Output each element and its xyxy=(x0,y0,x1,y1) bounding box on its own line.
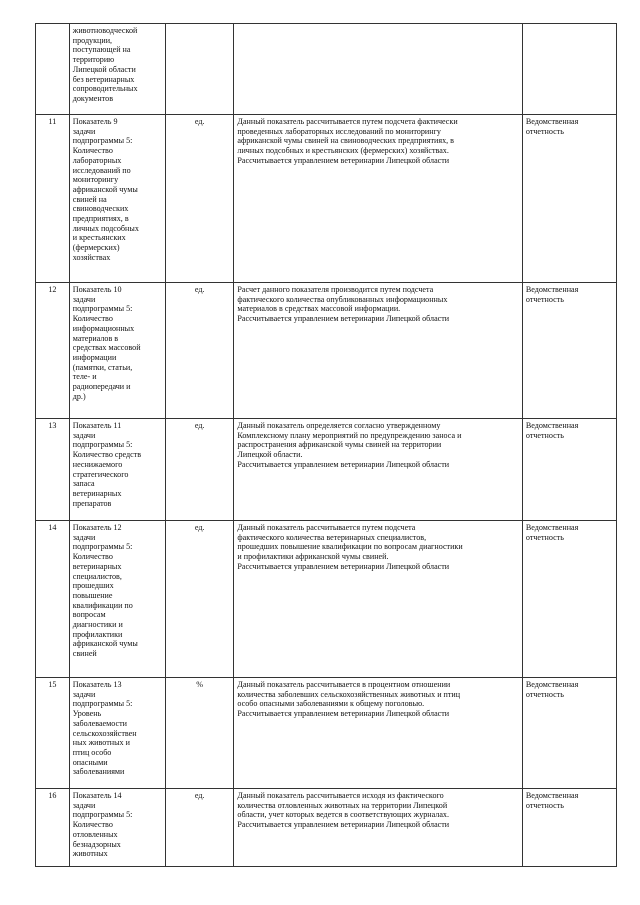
description-line: проведенных лабораторных исследований по мониторингу xyxy=(237,126,441,136)
indicator-name-line: подпрограммы 5: xyxy=(72,304,133,314)
indicator-name-line: Показатель 13 xyxy=(72,680,122,689)
indicator-name-line: радиопередачи и xyxy=(72,382,131,392)
indicator-name-line: квалификации по xyxy=(72,600,133,610)
description-line: распространения африканской чумы свиней на территории xyxy=(237,440,442,450)
indicator-name-line: средствах массовой xyxy=(72,343,141,353)
indicator-name-line: подпрограммы 5: xyxy=(72,542,133,552)
indicator-name-line: (фермерских) xyxy=(72,243,120,253)
indicator-name-line: Количество xyxy=(72,146,113,156)
unit-value: ед. xyxy=(194,791,205,800)
indicator-name-line: Количество xyxy=(72,552,113,562)
indicator-name-line: ных животных и xyxy=(72,738,130,748)
indicator-name-line: материалов в xyxy=(72,333,119,343)
row-number: 14 xyxy=(48,523,57,532)
description-line: Данный показатель рассчитывается в процентном отношении xyxy=(237,680,451,689)
indicator-name-line: (памятки, статьи, xyxy=(72,362,133,372)
source-line: Ведомственная xyxy=(525,421,579,430)
row-number: 12 xyxy=(48,285,57,294)
unit-value: ед. xyxy=(194,117,205,126)
description-line: количества заболевших сельскохозяйственных животных и птиц xyxy=(237,689,461,699)
source-line: отчетность xyxy=(525,532,564,542)
description-line: Комплексному плану мероприятий по предупреждению заноса и xyxy=(237,430,462,440)
indicator-name-line: Количество xyxy=(72,820,113,830)
source-cell xyxy=(522,115,616,283)
indicator-name-line: сельскохозяйствен xyxy=(72,728,137,738)
description-line: материалов в средствах массовой информации. xyxy=(237,304,401,314)
source-line: отчетность xyxy=(525,430,564,440)
table-row xyxy=(36,283,617,419)
row-number-cell xyxy=(36,24,70,115)
description-line: количества отловленных животных на территории Липецкой xyxy=(237,800,448,810)
indicator-name-line: продукции, xyxy=(72,35,113,45)
indicator-name-line: африканской чумы xyxy=(72,639,138,649)
source-line: Ведомственная xyxy=(525,680,579,689)
indicator-name-line: мониторингу xyxy=(72,175,119,185)
indicator-name-line: подпрограммы 5: xyxy=(72,810,133,820)
table-row xyxy=(36,419,617,521)
description-line: Рассчитывается управлением ветеринарии Липецкой области xyxy=(237,155,450,165)
indicator-name-cell xyxy=(69,419,165,521)
source-line: отчетность xyxy=(525,800,564,810)
unit-cell xyxy=(165,521,234,678)
indicator-name-line: Показатель 10 xyxy=(72,285,122,294)
indicator-name-cell xyxy=(69,283,165,419)
description-cell xyxy=(234,789,522,867)
description-line: Липецкой области. xyxy=(237,450,303,460)
description-cell xyxy=(234,24,522,115)
source-line: отчетность xyxy=(525,126,564,136)
indicator-name-line: диагностики и xyxy=(72,620,123,630)
indicator-name-line: ветеринарных xyxy=(72,488,122,498)
source-line: Ведомственная xyxy=(525,523,579,532)
source-line: отчетность xyxy=(525,294,564,304)
indicator-name-line: безнадзорных xyxy=(72,839,121,849)
indicator-name-line: информационных xyxy=(72,323,135,333)
indicator-name-cell xyxy=(69,24,165,115)
row-number: 11 xyxy=(48,117,57,126)
unit-value: % xyxy=(196,680,204,689)
description-cell xyxy=(234,115,522,283)
indicator-name-line: прошедших xyxy=(72,581,114,591)
indicator-name-line: повышение xyxy=(72,590,113,600)
indicator-name-cell xyxy=(69,115,165,283)
indicator-name-line: Показатель 14 xyxy=(72,791,122,800)
description-cell xyxy=(234,678,522,789)
unit-cell xyxy=(165,115,234,283)
indicator-name-line: животноводческой xyxy=(72,26,138,35)
source-cell xyxy=(522,419,616,521)
description-line: Данный показатель рассчитывается путем подсчета фактически xyxy=(237,117,458,126)
indicator-name-line: задачи xyxy=(72,126,96,136)
indicator-name-line: предприятиях, в xyxy=(72,214,129,224)
indicator-name-line: африканской чумы xyxy=(72,184,138,194)
indicator-name-line: подпрограммы 5: xyxy=(72,136,133,146)
indicator-name-line: свиней на xyxy=(72,194,107,204)
source-cell xyxy=(522,789,616,867)
unit-value: ед. xyxy=(194,523,205,532)
indicator-name-line: свиней xyxy=(72,649,97,659)
row-number-cell xyxy=(36,678,70,789)
row-number-cell xyxy=(36,115,70,283)
indicator-name-cell xyxy=(69,521,165,678)
description-line: фактического количества опубликованных информационных xyxy=(237,294,448,304)
row-number: 15 xyxy=(48,680,57,689)
indicator-name-line: теле- и xyxy=(72,372,97,382)
indicator-name-line: территорию xyxy=(72,55,115,65)
indicator-name-line: задачи xyxy=(72,800,96,810)
indicator-name-line: неснижаемого xyxy=(72,459,123,469)
indicator-name-line: профилактики xyxy=(72,629,123,639)
indicator-name-line: подпрограммы 5: xyxy=(72,440,133,450)
indicator-name-line: заболеваемости xyxy=(72,718,127,728)
indicator-name-line: хозяйствах xyxy=(72,252,111,262)
description-line: Рассчитывается управлением ветеринарии Липецкой области xyxy=(237,459,450,469)
indicator-name-line: и крестьянских xyxy=(72,233,126,243)
description-line: Расчет данного показателя производится путем подсчета xyxy=(237,285,434,294)
indicator-name-line: исследований по xyxy=(72,165,131,175)
unit-value: ед. xyxy=(194,285,205,294)
description-line: Данный показатель рассчитывается исходя из фактического xyxy=(237,791,444,800)
row-number-cell xyxy=(36,419,70,521)
row-number: 13 xyxy=(48,421,57,430)
indicator-name-line: Количество xyxy=(72,314,113,324)
indicator-name-line: сопроводительных xyxy=(72,84,138,94)
indicator-name-cell xyxy=(69,678,165,789)
indicator-name-line: подпрограммы 5: xyxy=(72,699,133,709)
indicator-name-line: специалистов, xyxy=(72,571,122,581)
indicator-name-line: запаса xyxy=(72,479,95,489)
indicator-name-line: стратегического xyxy=(72,469,129,479)
unit-cell xyxy=(165,283,234,419)
table-row xyxy=(36,115,617,283)
table-row xyxy=(36,789,617,867)
indicator-name-line: др.) xyxy=(72,391,86,401)
indicator-name-line: Показатель 12 xyxy=(72,523,122,532)
source-cell xyxy=(522,283,616,419)
unit-cell xyxy=(165,678,234,789)
table-row xyxy=(36,678,617,789)
indicator-name-line: Липецкой области xyxy=(72,64,136,74)
indicator-name-line: отловленных xyxy=(72,829,118,839)
description-line: фактического количества ветеринарных специалистов, xyxy=(237,532,427,542)
description-line: Рассчитывается управлением ветеринарии Липецкой области xyxy=(237,314,450,324)
unit-cell xyxy=(165,24,234,115)
description-cell xyxy=(234,283,522,419)
indicator-name-line: задачи xyxy=(72,430,96,440)
indicator-name-line: опасными xyxy=(72,757,108,767)
description-line: личных подсобных и крестьянских (фермерских) хозяйствах. xyxy=(237,146,449,156)
description-cell xyxy=(234,521,522,678)
source-line: Ведомственная xyxy=(525,117,579,126)
description-line: Данный показатель определяется согласно утвержденному xyxy=(237,421,441,430)
description-line: Рассчитывается управлением ветеринарии Липецкой области xyxy=(237,820,450,830)
indicators-table xyxy=(35,23,617,867)
indicator-name-line: препаратов xyxy=(72,498,112,508)
indicator-name-line: Показатель 11 xyxy=(72,421,122,430)
indicator-name-line: задачи xyxy=(72,532,96,542)
description-line: особо опасными заболеваниями к общему поголовью. xyxy=(237,699,425,709)
indicator-name-line: вопросам xyxy=(72,610,106,620)
description-line: прошедших повышение квалификации по вопросам диагностики xyxy=(237,542,463,552)
description-line: Рассчитывается управлением ветеринарии Липецкой области xyxy=(237,709,450,719)
indicator-name-line: информации xyxy=(72,352,117,362)
description-line: Рассчитывается управлением ветеринарии Липецкой области xyxy=(237,561,450,571)
description-line: области, учет которых ведется в соответствующих журналах. xyxy=(237,810,449,820)
row-number-cell xyxy=(36,283,70,419)
row-number-cell xyxy=(36,789,70,867)
source-line: Ведомственная xyxy=(525,285,579,294)
source-cell xyxy=(522,678,616,789)
description-cell xyxy=(234,419,522,521)
source-cell xyxy=(522,24,616,115)
indicator-name-line: Количество средств xyxy=(72,450,142,460)
description-line: африканской чумы свиней на свиноводческих предприятиях, в xyxy=(237,136,454,146)
indicator-name-line: без ветеринарных xyxy=(72,74,135,84)
indicator-name-line: поступающей на xyxy=(72,45,131,55)
indicator-name-line: заболеваниями xyxy=(72,767,125,777)
indicator-name-cell xyxy=(69,789,165,867)
indicator-name-line: личных подсобных xyxy=(72,223,139,233)
table-row xyxy=(36,24,617,115)
unit-cell xyxy=(165,419,234,521)
indicator-name-line: птиц особо xyxy=(72,747,112,757)
row-number-cell xyxy=(36,521,70,678)
source-cell xyxy=(522,521,616,678)
unit-cell xyxy=(165,789,234,867)
source-line: Ведомственная xyxy=(525,791,579,800)
indicator-name-line: ветеринарных xyxy=(72,561,122,571)
source-line: отчетность xyxy=(525,689,564,699)
indicator-name-line: задачи xyxy=(72,689,96,699)
unit-value: ед. xyxy=(194,421,205,430)
description-line: и профилактики африканской чумы свиней. xyxy=(237,552,389,562)
indicator-name-line: документов xyxy=(72,93,114,103)
indicator-name-line: животных xyxy=(72,849,108,859)
indicator-name-line: лабораторных xyxy=(72,155,122,165)
indicator-name-line: свиноводческих xyxy=(72,204,129,214)
indicator-name-line: Уровень xyxy=(72,709,102,719)
row-number: 16 xyxy=(48,791,57,800)
description-line: Данный показатель рассчитывается путем подсчета xyxy=(237,523,416,532)
indicator-name-line: задачи xyxy=(72,294,96,304)
table-row xyxy=(36,521,617,678)
indicator-name-line: Показатель 9 xyxy=(72,117,118,126)
